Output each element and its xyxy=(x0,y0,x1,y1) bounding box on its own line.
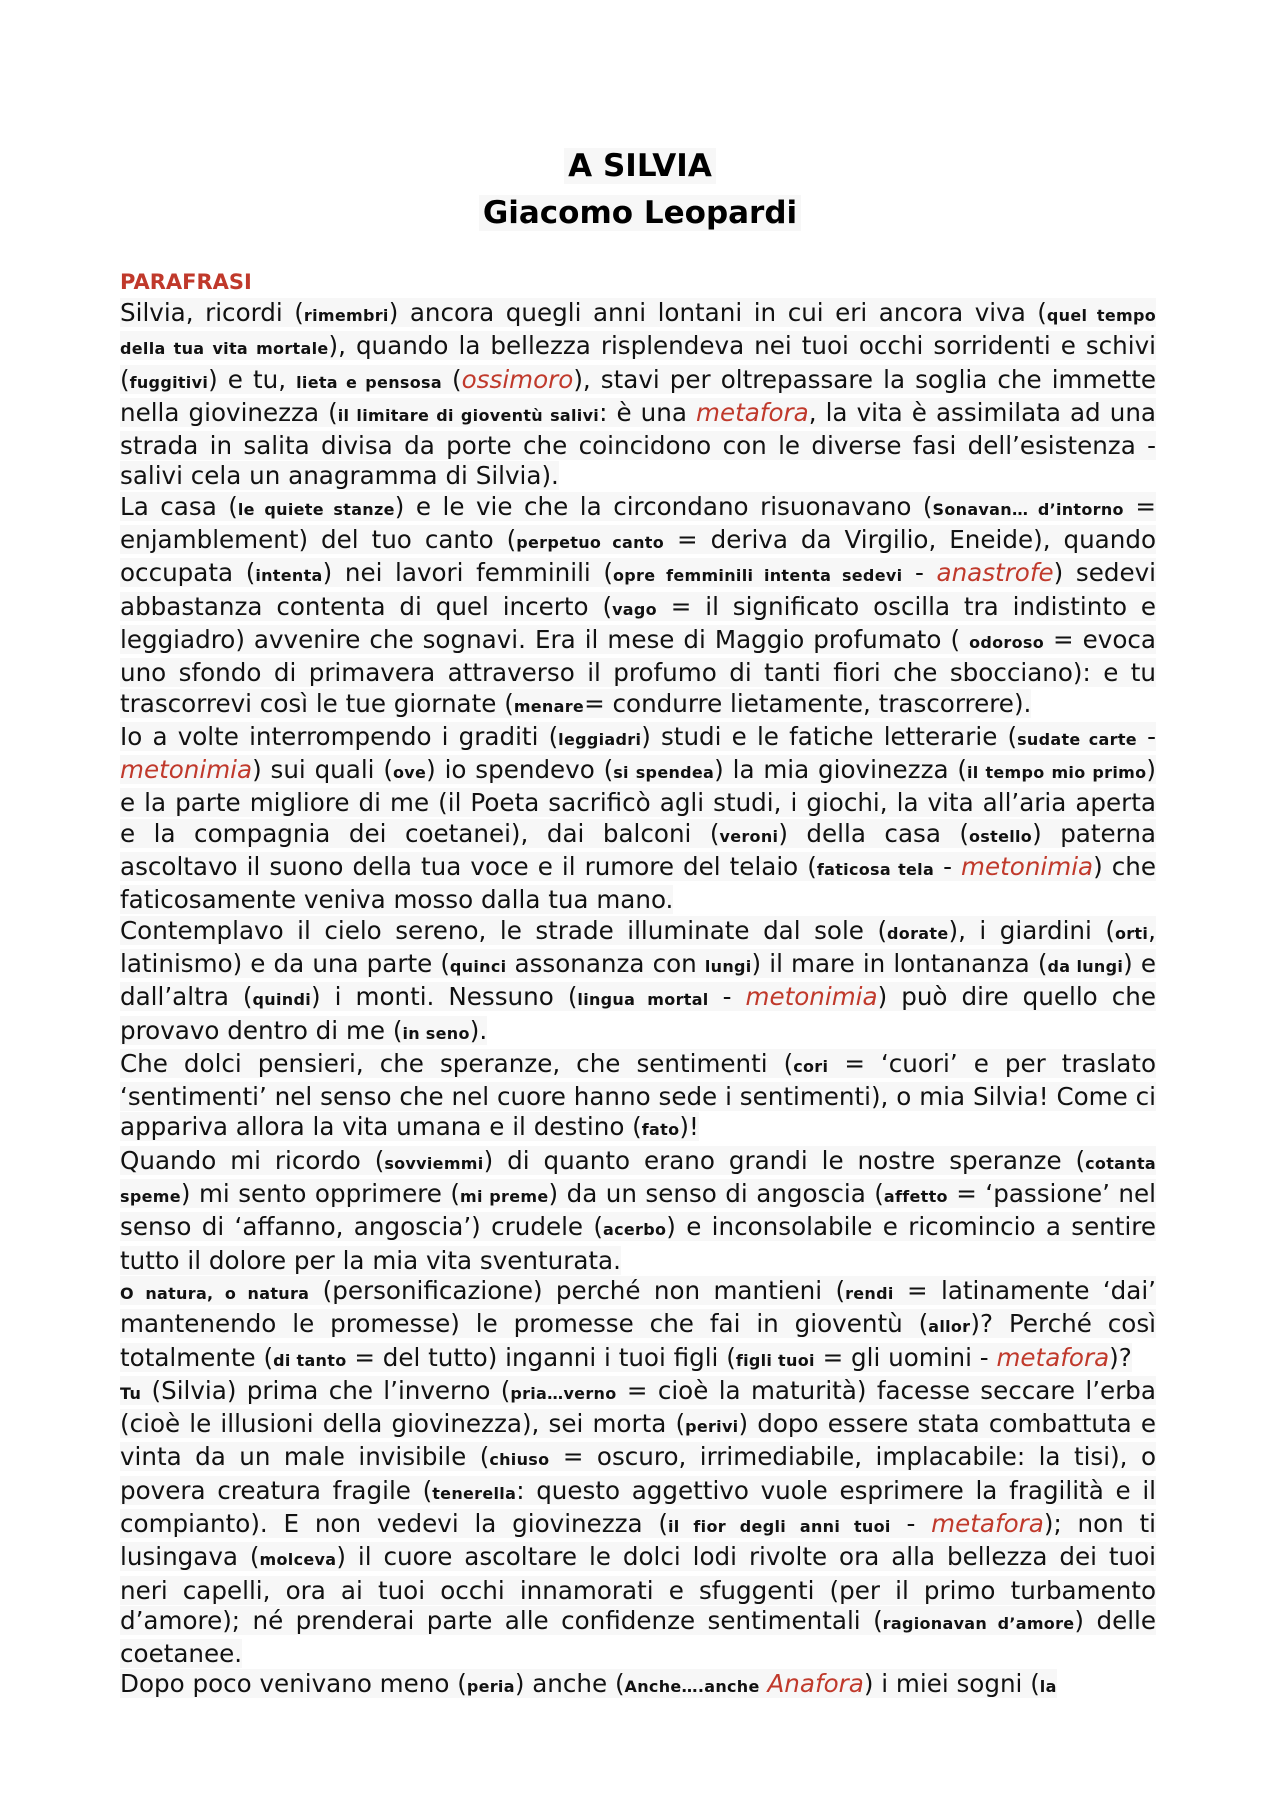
original-term: menare xyxy=(513,696,585,716)
author-name: Giacomo Leopardi xyxy=(0,195,1280,231)
original-term: O natura, o natura xyxy=(120,1283,310,1303)
paraphrase-text: ) e le vie che la circondano risuonavano ( xyxy=(394,491,933,521)
paraphrase-text: Dopo poco venivano meno ( xyxy=(120,1669,467,1699)
paraphrase-text: ) sedevi abbastanza contenta di quel incerto ( xyxy=(120,558,1156,621)
original-term: vago xyxy=(612,599,657,619)
paraphrase-text: = deriva da Virgilio, Eneide), quando occupata ( xyxy=(120,525,1156,588)
original-term: in seno xyxy=(402,1023,470,1043)
original-term: veroni xyxy=(719,826,779,846)
paraphrase-text: ) e dall’altra ( xyxy=(120,948,1156,1012)
original-term: perivi xyxy=(685,1417,739,1437)
paraphrase-text: Che dolci pensieri, che speranze, che sentimenti ( xyxy=(120,1048,794,1078)
original-term: lungi xyxy=(704,956,752,976)
original-term: leggiadri xyxy=(558,729,642,749)
paragraph xyxy=(120,1276,1156,1376)
paraphrase-text: ) della casa ( xyxy=(778,818,970,848)
original-term: affetto xyxy=(883,1187,948,1207)
original-term: lieta e pensosa xyxy=(296,372,442,392)
paraphrase-text: Io a volte interrompendo i graditi ( xyxy=(120,721,559,751)
original-term: acerbo xyxy=(602,1220,667,1240)
paraphrase-text: - xyxy=(902,558,937,588)
paraphrase-text: = evoca uno sfondo di primavera attraverso il profumo di tanti fiori che sbocciano): e tu trascorrevi così le tue giornate ( xyxy=(120,624,1156,718)
original-term: peria xyxy=(466,1677,515,1697)
paraphrase-text: = enjamblement) del tuo canto ( xyxy=(120,491,1156,555)
paraphrase-text: : questo aggettivo vuole esprimere la fragilità e il compianto). E non vedevi la giovinezza ( xyxy=(120,1475,1156,1538)
paraphrase-text: ) anche ( xyxy=(514,1669,625,1699)
paraphrase-text: , latinismo) e da una parte ( xyxy=(120,915,1156,978)
original-term: le quiete stanze xyxy=(237,499,395,519)
paragraph xyxy=(120,1376,1156,1670)
paraphrase-text: ) il mare in lontananza ( xyxy=(751,948,1048,978)
paraphrase-text: )? xyxy=(1109,1342,1132,1372)
original-term: rimembri xyxy=(303,306,389,325)
paraphrase-text: - xyxy=(708,982,746,1012)
original-term: rendi xyxy=(845,1283,894,1303)
original-term: odoroso xyxy=(969,632,1045,652)
original-term: fuggitivi xyxy=(129,372,209,392)
original-term: da lungi xyxy=(1047,956,1124,976)
original-term: il fior degli anni tuoi xyxy=(668,1516,891,1536)
paraphrase-text: ) nei lavori femminili ( xyxy=(322,558,613,588)
original-term: pria…verno xyxy=(510,1383,617,1403)
original-term: cori xyxy=(793,1056,829,1076)
paraphrase-text: = cioè la maturità) facesse seccare l’erba (cioè le illusioni della giovinezza), sei morta ( xyxy=(120,1375,1156,1439)
original-term: molceva xyxy=(259,1550,337,1570)
paraphrase-text: - xyxy=(934,852,962,882)
paraphrase-text: ), quando la bellezza risplendeva nei tuoi occhi sorridenti e schivi ( xyxy=(120,331,1156,394)
paraphrase-text: ) e tu, xyxy=(208,364,297,394)
original-term: figli tuoi xyxy=(735,1350,815,1370)
paraphrase-text: = il significato oscilla tra indistinto e leggiadro) avvenire che sognavi. Era il mese di Maggio profumato ( xyxy=(120,591,1156,654)
rhetorical-figure: ossimoro xyxy=(461,364,574,394)
paraphrase-text: = condurre lietamente, trascorrere). xyxy=(584,688,1032,718)
original-term: faticosa tela xyxy=(816,860,935,880)
original-term: fato xyxy=(641,1120,680,1140)
paragraph xyxy=(120,1669,1156,1702)
original-term: cotanta speme xyxy=(120,1153,1156,1207)
paraphrase-text: : è una xyxy=(599,397,696,427)
paraphrase-text: ) può dire quello che provavo dentro di me ( xyxy=(120,982,1156,1045)
paraphrase-text: ) studi e le fatiche letterarie ( xyxy=(641,721,1018,751)
paraphrase-text: ) i monti. Nessuno ( xyxy=(311,982,578,1012)
original-term: la xyxy=(1039,1677,1057,1697)
original-term: ragionavan d’amore xyxy=(882,1613,1075,1633)
original-term: allor xyxy=(928,1317,971,1337)
paraphrase-text: Quando mi ricordo ( xyxy=(120,1145,385,1175)
paraphrase-text: ), stavi per oltrepassare la soglia che immette nella giovinezza ( xyxy=(120,364,1157,427)
original-term: ove xyxy=(392,763,427,783)
paraphrase-body xyxy=(120,298,1156,1703)
rhetorical-figure: metafora xyxy=(996,1342,1110,1372)
rhetorical-figure: metonimia xyxy=(961,852,1094,882)
paraphrase-text: ) e la parte migliore di me (il Poeta sacrificò agli studi, i giochi, la vita all’aria aperta e la compagnia dei coetanei), dai balconi ( xyxy=(120,755,1157,848)
paraphrase-text: ) mi sento opprimere ( xyxy=(180,1179,460,1209)
original-term: quinci xyxy=(449,956,507,976)
paraphrase-text: )? Perché così totalmente ( xyxy=(120,1309,1156,1372)
original-term: opre femminili intenta sedevi xyxy=(613,566,903,586)
paraphrase-text: ) i miei sogni ( xyxy=(863,1669,1040,1699)
rhetorical-figure: Anafora xyxy=(767,1669,864,1699)
original-term: Tu xyxy=(120,1383,142,1403)
paragraph xyxy=(120,298,1156,492)
paraphrase-text: ). xyxy=(469,1015,488,1045)
paraphrase-text: , la vita è assimilata ad una strada in salita divisa da porte che coincidono con le diverse fasi dell’esistenza - salivi cela un anagramma di Silvia). xyxy=(120,397,1156,491)
original-term: il limitare di gioventù salivi xyxy=(337,405,600,425)
original-term: intenta xyxy=(255,566,323,586)
original-term: ostello xyxy=(969,826,1033,846)
paragraph xyxy=(120,722,1156,916)
paragraph xyxy=(120,1049,1156,1146)
paraphrase-text: (Silvia) prima che l’inverno ( xyxy=(141,1375,511,1405)
original-term: si spendea xyxy=(613,763,715,783)
section-heading: PARAFRASI xyxy=(120,270,252,294)
paraphrase-text: - xyxy=(1136,721,1156,751)
poem-title: A SILVIA xyxy=(0,148,1280,184)
paraphrase-text: = ‘passione’ nel senso di ‘affanno, angoscia’) crudele ( xyxy=(120,1179,1156,1242)
paraphrase-text: = oscuro, irrimediabile, implacabile: la tisi), o povera creatura fragile ( xyxy=(120,1442,1156,1505)
paraphrase-text: Contemplavo il cielo sereno, le strade illuminate dal sole ( xyxy=(120,915,888,945)
rhetorical-figure: metonimia xyxy=(745,982,878,1012)
paraphrase-text: La casa ( xyxy=(120,491,238,521)
paraphrase-text: = ‘cuori’ e per traslato ‘sentimenti’ nel senso che nel cuore hanno sede i sentimenti), o mia Silvia! Come ci appariva allora la vita umana e il destino ( xyxy=(120,1048,1156,1142)
paraphrase-text: ) io spendevo ( xyxy=(426,755,614,785)
original-term: sovviemmi xyxy=(384,1153,484,1173)
original-term: Sonavan… d’intorno xyxy=(932,499,1124,519)
original-term: orti xyxy=(1114,923,1149,943)
original-term: perpetuo canto xyxy=(516,533,665,553)
paraphrase-text: assonanza con xyxy=(506,948,705,978)
original-term: quindi xyxy=(252,990,311,1010)
paraphrase-text: ) la mia giovinezza ( xyxy=(714,755,967,785)
paraphrase-text: = latinamente ‘dai’ mantenendo le promesse) le promesse che fai in gioventù ( xyxy=(120,1275,1156,1339)
rhetorical-figure: anastrofe xyxy=(936,558,1054,588)
paraphrase-text: ); non ti lusingava ( xyxy=(120,1508,1156,1572)
paragraph xyxy=(120,1146,1156,1276)
paraphrase-text: ) sui quali ( xyxy=(252,755,393,785)
original-term: chiuso xyxy=(489,1450,550,1470)
original-term: di tanto xyxy=(273,1350,347,1370)
paraphrase-text: ), i giardini ( xyxy=(948,915,1115,945)
original-term: quel tempo della tua vita mortale xyxy=(120,306,1157,359)
paragraph xyxy=(120,492,1156,722)
rhetorical-figure: metafora xyxy=(931,1508,1044,1538)
paraphrase-text: ) il cuore ascoltare le dolci lodi rivolte ora alla bellezza dei tuoi neri capelli, ora ai tuoi occhi innamorati e sfuggenti (per il primo turbamento d’amore); né prenderai parte alle confidenze sentimentali ( xyxy=(120,1542,1156,1635)
original-term: mi preme xyxy=(460,1187,549,1207)
original-term: Anche….anche xyxy=(624,1677,760,1697)
paraphrase-text: = gli uomini - xyxy=(814,1342,997,1372)
rhetorical-figure: metonimia xyxy=(120,755,253,785)
paraphrase-text: ( xyxy=(441,364,462,394)
original-term: lingua mortal xyxy=(577,990,709,1010)
paraphrase-text: ) delle coetanee. xyxy=(120,1605,1156,1669)
paraphrase-text: ) di quanto erano grandi le nostre speranze ( xyxy=(483,1145,1086,1175)
paraphrase-text: ) ancora quegli anni lontani in cui eri ancora viva ( xyxy=(388,298,1047,327)
paraphrase-text: ) da un senso di angoscia ( xyxy=(548,1179,884,1209)
original-term: tenerella xyxy=(432,1483,517,1503)
paragraph xyxy=(120,916,1156,1049)
paraphrase-text: Silvia, ricordi ( xyxy=(120,298,304,327)
paraphrase-text: ) dopo essere stata combattuta e vinta da un male invisibile ( xyxy=(120,1409,1157,1472)
paraphrase-text: ) e inconsolabile e ricomincio a sentire tutto il dolore per la mia vita sventurata. xyxy=(120,1212,1156,1275)
original-term: sudate carte xyxy=(1017,729,1137,749)
original-term: il tempo mio primo xyxy=(966,763,1147,783)
paraphrase-text: (personificazione) perché non mantieni ( xyxy=(309,1275,846,1305)
original-term: dorate xyxy=(887,923,949,943)
paraphrase-text: ) che faticosamente veniva mosso dalla tua mano. xyxy=(120,852,1156,915)
paraphrase-text: )! xyxy=(679,1112,699,1142)
paraphrase-text: - xyxy=(890,1508,932,1538)
paraphrase-text: = del tutto) inganni i tuoi figli ( xyxy=(346,1342,736,1372)
rhetorical-figure: metafora xyxy=(696,397,809,427)
paraphrase-text: ) paterna ascoltavo il suono della tua voce e il rumore del telaio ( xyxy=(120,818,1156,882)
